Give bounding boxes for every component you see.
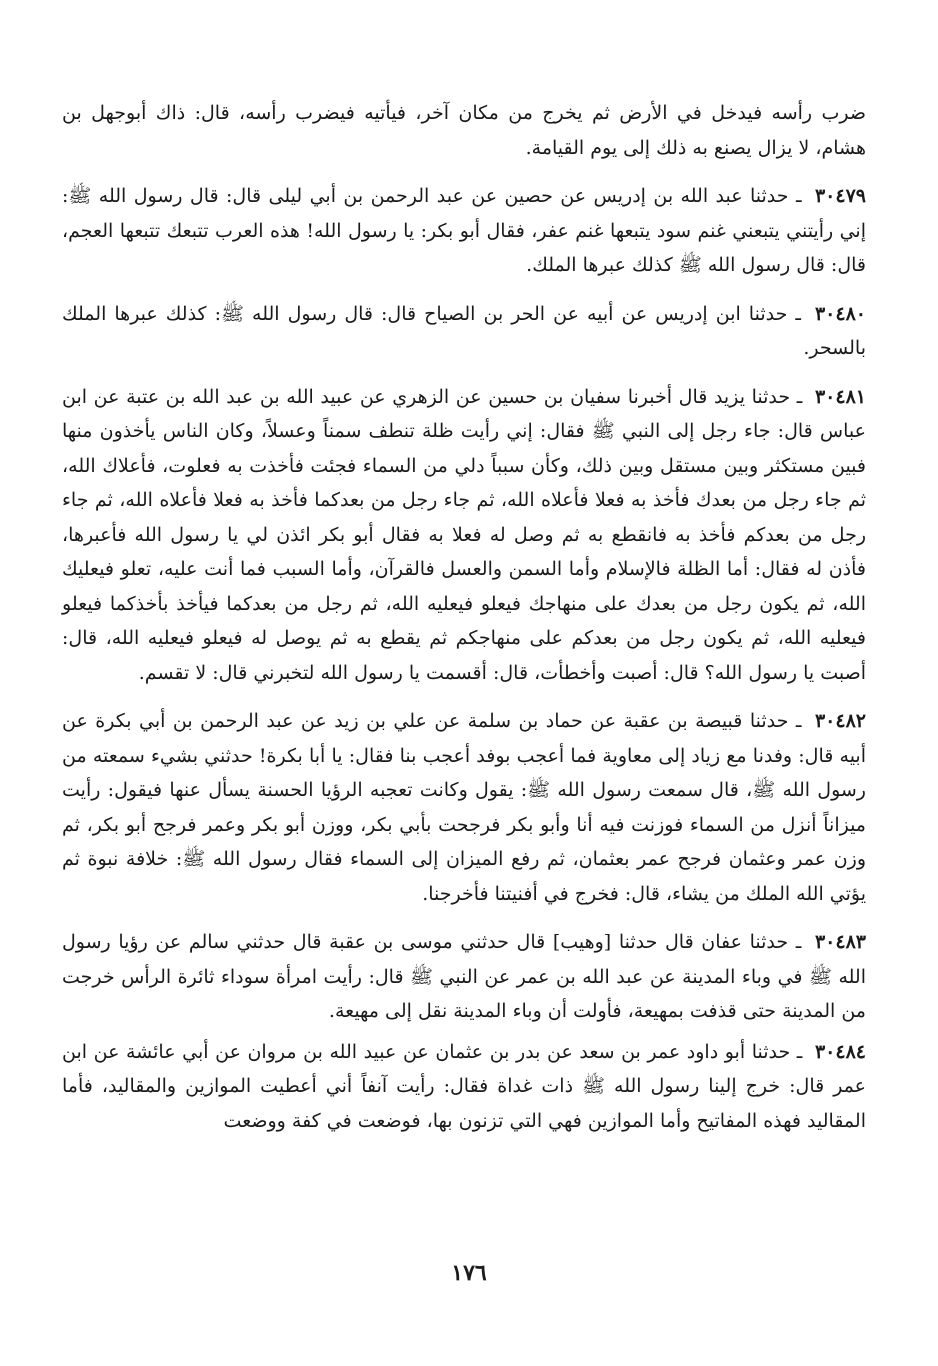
paragraph-text: ـ حدثنا يزيد قال أخبرنا سفيان بن حسين عن الزهري عن عبيد الله بن عبد الله بن عتبة عن ابن عباس قال: جاء رجل إلى النبي ﷺ فقال: إني رأيت ظلة تنطف سمناً وعسلاً، وكان الناس يأخذون منها فبين مستكثر وبين مستقل وبين ذلك، وكأن سبباً دلي من السماء فجئت فأخذت به فعلوت، فأعلاك الله، ثم جاء رجل من بعدك فأخذ به فعلا فأعلاه الله، ثم جاء رجل من بعدكما فأخذ به فعلا فأعلاه الله، ثم جاء رجل من بعدكم فأخذ به فانقطع به ثم وصل له فعلا به فقال أبو بكر ائذن لي يا رسول الله فأعبرها، فأذن له فقال: أما الظلة فالإسلام وأما السمن والعسل فالقرآن، وأما السبب فما أنت عليه، تعلو فيعليك الله، ثم يكون رجل من بعدك على منهاجك فيعلو فيعليه الله، ثم رجل من بعدكما فيأخذ بأخذكما فيعلو فيعليه الله، ثم يكون رجل من بعدكم على منهاجكم ثم يقطع به ثم يوصل له فيعلو فيعليه الله، قال: أصبت يا رسول الله؟ قال: أصبت وأخطأت، قال: أقسمت يا رسول الله لتخبرني قال: لا تقسم. [62,385,866,684]
page-text [62,96,866,1152]
hadith-30481 [62,380,866,691]
paragraph-text: ـ حدثنا ابن إدريس عن أبيه عن الحر بن الصياح قال: قال رسول الله ﷺ: كذلك عبرها الملك بالسحر. [62,302,866,359]
paragraph-continuation [62,96,866,165]
paragraph-text: ـ حدثنا أبو داود عمر بن سعد عن بدر بن عثمان عن عبيد الله بن مروان عن أبي عائشة عن ابن عمر قال: خرج إلينا رسول الله ﷺ ذات غداة فقال: رأيت آنفاً أني أعطيت الموازين والمقاليد، فأما المقاليد فهذه المفاتيح وأما الموازين فهي التي تزنون بها، فوضعت في كفة ووضعت [62,1040,866,1132]
hadith-30480 [62,297,866,366]
hadith-30483 [62,925,866,1029]
paragraph-text: ضرب رأسه فيدخل في الأرض ثم يخرج من مكان آخر، فيأتيه فيضرب رأسه، قال: ذاك أبوجهل بن هشام، لا يزال يصنع به ذلك إلى يوم القيامة. [62,102,866,159]
hadith-number: ٣٠٤٨٣ [814,931,866,953]
hadith-number: ٣٠٤٨٢ [814,710,866,732]
paragraph-text: ـ حدثنا عفان قال حدثنا [وهيب] قال حدثني موسى بن عقبة قال حدثني سالم عن رؤيا رسول الله ﷺ في وباء المدينة عن عبد الله بن عمر عن النبي ﷺ قال: رأيت امرأة سوداء ثائرة الرأس خرجت من المدينة حتى قذفت بمهيعة، فأولت أن وباء المدينة نقل إلى مهيعة. [62,931,866,1022]
paragraph-text: ـ حدثنا قبيصة بن عقبة عن حماد بن سلمة عن علي بن زيد عن عبد الرحمن بن أبي بكرة عن أبيه قال: وفدنا مع زياد إلى معاوية فما أعجب بوفد أعجب بنا فقال: يا أبا بكرة! حدثني بشيء سمعته من رسول الله ﷺ، قال سمعت رسول الله ﷺ: يقول وكانت تعجبه الرؤيا الحسنة يسأل عنها فيقول: رأيت ميزاناً أنزل من السماء فوزنت فيه أنا وأبو بكر فرجحت بأبي بكر، ووزن أبو بكر وعمر فرجح أبو بكر، ثم وزن عمر وعثمان فرجح عمر بعثمان، ثم رفع الميزان إلى السماء فقال رسول الله ﷺ: خلافة نبوة ثم يؤتي الله الملك من يشاء، قال: فخرج في أفنيتنا فأخرجنا. [62,710,866,905]
hadith-number: ٣٠٤٨١ [814,385,866,408]
hadith-30484 [62,1035,866,1139]
hadith-30482 [62,704,866,911]
hadith-number: ٣٠٤٧٩ [814,185,866,207]
hadith-30479 [62,179,866,283]
page-number: ١٧٦ [451,1260,487,1286]
hadith-number: ٣٠٤٨٤ [814,1040,866,1063]
paragraph-text: ـ حدثنا عبد الله بن إدريس عن حصين عن عبد الرحمن بن أبي ليلى قال: قال رسول الله ﷺ: إني رأيتني يتبعني غنم سود يتبعها غنم عفر، فقال أبو بكر: يا رسول الله! هذه العرب تتبعك تتبعها العجم، قال: قال رسول الله ﷺ كذلك عبرها الملك. [62,185,866,276]
hadith-number: ٣٠٤٨٠ [814,302,866,325]
